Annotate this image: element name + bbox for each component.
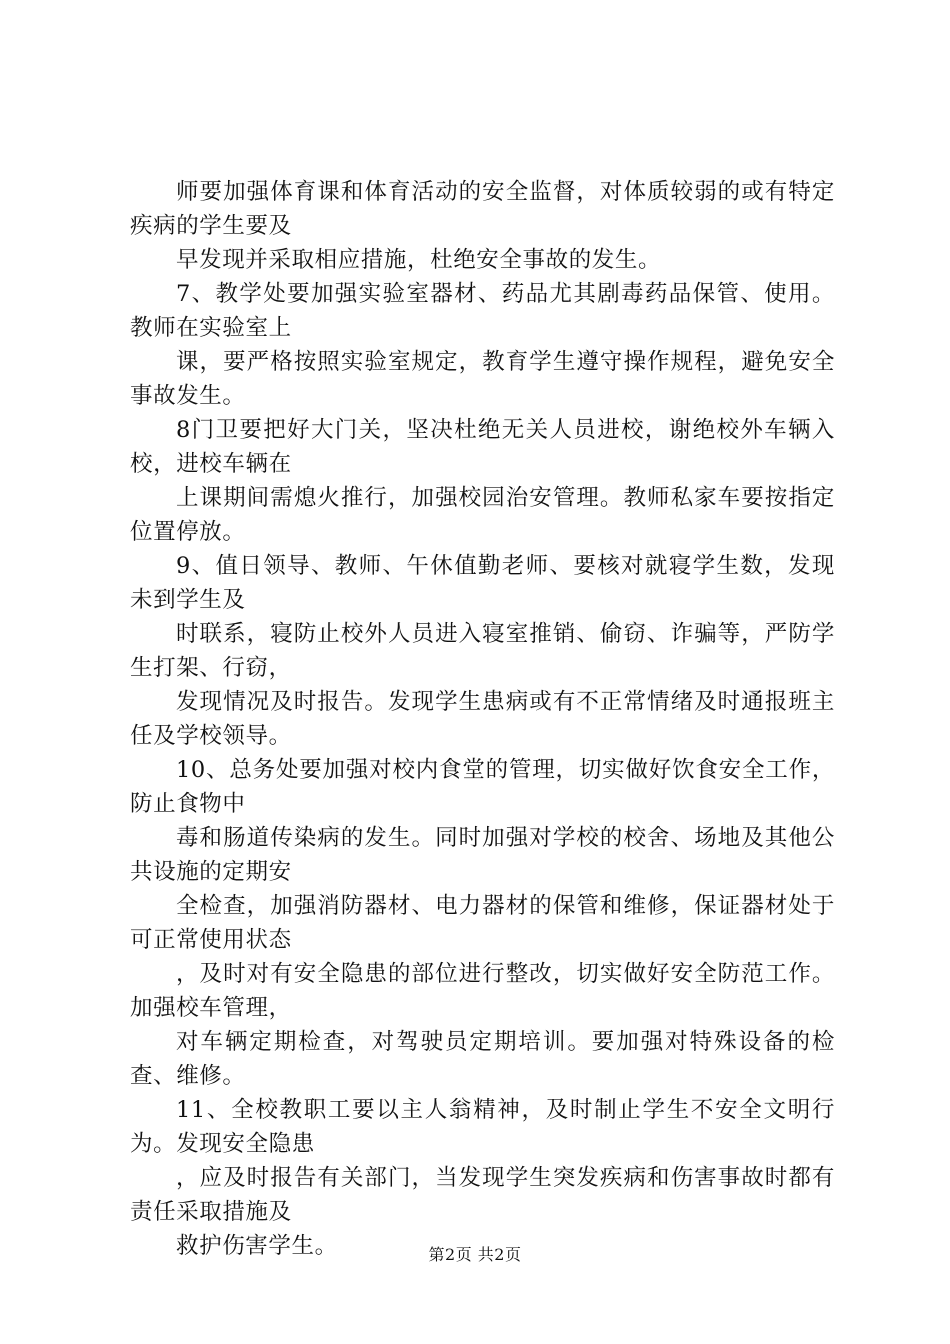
paragraph: 时联系，寝防止校外人员进入寝室推销、偷窃、诈骗等，严防学生打架、行窃， <box>130 621 835 681</box>
paragraph: 10、总务处要加强对校内食堂的管理，切实做好饮食安全工作，防止食物中 <box>130 757 835 817</box>
document-body <box>130 175 835 1263</box>
paragraph: 救护伤害学生。 <box>176 1233 338 1259</box>
paragraph: 9、值日领导、教师、午休值勤老师、要核对就寝学生数，发现未到学生及 <box>130 553 835 613</box>
paragraph: 11、全校教职工要以主人翁精神，及时制止学生不安全文明行为。发现安全隐患 <box>130 1097 835 1157</box>
paragraph: 早发现并采取相应措施，杜绝安全事故的发生。 <box>176 247 662 273</box>
page-footer <box>0 1244 950 1266</box>
paragraph: 课，要严格按照实验室规定，教育学生遵守操作规程，避免安全事故发生。 <box>130 349 835 409</box>
paragraph: 8门卫要把好大门关，坚决杜绝无关人员进校，谢绝校外车辆入校，进校车辆在 <box>130 417 835 477</box>
paragraph: 7、教学处要加强实验室器材、药品尤其剧毒药品保管、使用。教师在实验室上 <box>130 281 835 341</box>
paragraph: 上课期间需熄火推行，加强校园治安管理。教师私家车要按指定位置停放。 <box>130 485 835 545</box>
paragraph: ，及时对有安全隐患的部位进行整改，切实做好安全防范工作。加强校车管理， <box>130 961 835 1021</box>
paragraph: 发现情况及时报告。发现学生患病或有不正常情绪及时通报班主任及学校领导。 <box>130 689 835 749</box>
paragraph: 对车辆定期检查，对驾驶员定期培训。要加强对特殊设备的检查、维修。 <box>130 1029 835 1089</box>
page-number-label: 第2页 共2页 <box>428 1245 522 1264</box>
paragraph: 毒和肠道传染病的发生。同时加强对学校的校舍、场地及其他公共设施的定期安 <box>130 825 835 885</box>
paragraph: 全检查，加强消防器材、电力器材的保管和维修，保证器材处于可正常使用状态 <box>130 893 835 953</box>
paragraph: ，应及时报告有关部门，当发现学生突发疾病和伤害事故时都有责任采取措施及 <box>130 1165 835 1225</box>
paragraph: 师要加强体育课和体育活动的安全监督，对体质较弱的或有特定疾病的学生要及 <box>130 179 835 239</box>
